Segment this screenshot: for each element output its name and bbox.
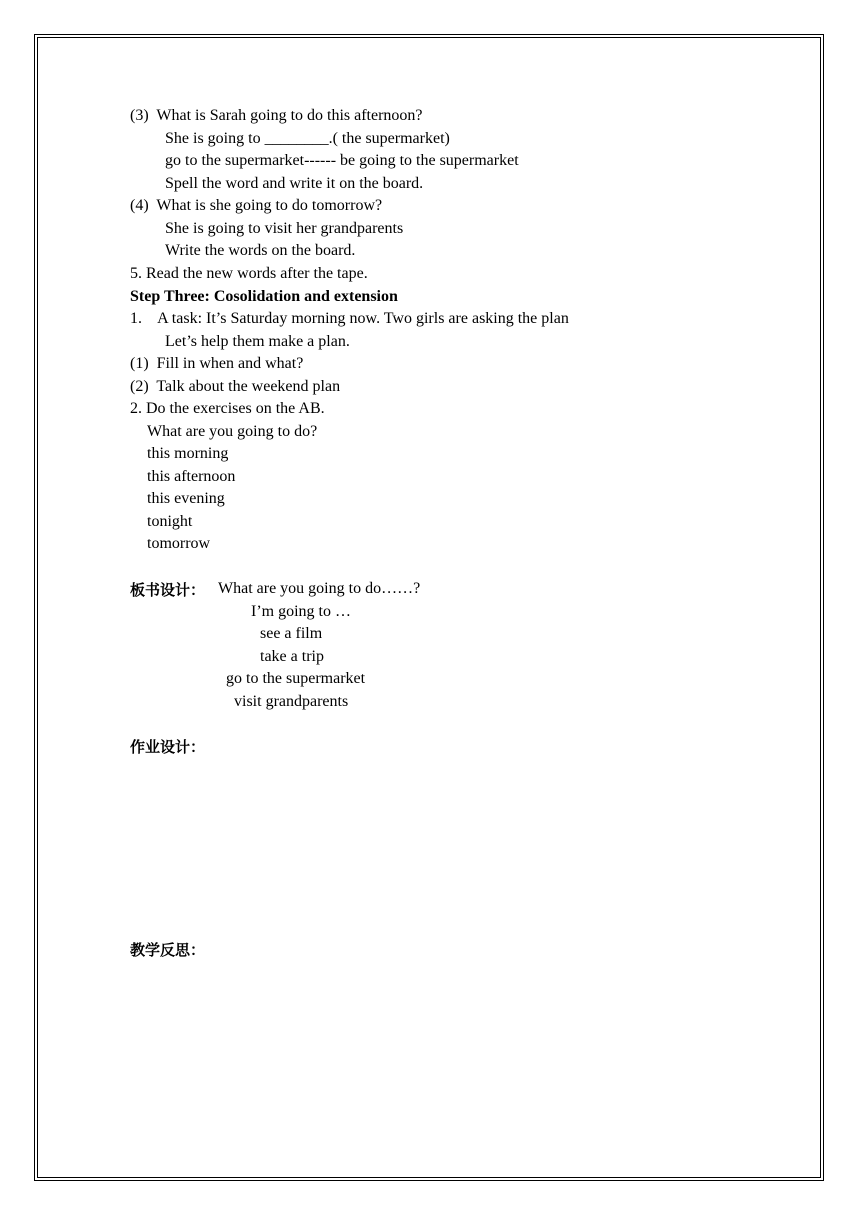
board-line: visit grandparents <box>234 693 349 710</box>
board-design-label: 板书设计： <box>130 581 206 599</box>
time-item: tomorrow <box>147 535 211 552</box>
reflection-label: 教学反思： <box>130 941 206 959</box>
board-line: see a film <box>260 625 323 642</box>
board-line: go to the supermarket <box>226 670 366 687</box>
task-1: 1. A task: It’s Saturday morning now. Two girls are asking the plan <box>130 310 569 327</box>
question-3-answer: She is going to ________.( the supermarket) <box>165 130 450 147</box>
time-item: this evening <box>147 490 225 507</box>
exercise-question: What are you going to do? <box>147 423 318 440</box>
time-item: this afternoon <box>147 468 236 485</box>
question-3: (3) What is Sarah going to do this afternoon? <box>130 107 423 124</box>
step-three-heading: Step Three: Cosolidation and extension <box>130 288 398 305</box>
question-3-instruction: Spell the word and write it on the board. <box>165 175 424 192</box>
task-1-sub: Let’s help them make a plan. <box>165 333 350 350</box>
board-line: I’m going to … <box>251 603 351 620</box>
question-4-instruction: Write the words on the board. <box>165 242 356 259</box>
question-3-phrase: go to the supermarket------ be going to the supermarket <box>165 152 519 169</box>
item-5: 5. Read the new words after the tape. <box>130 265 368 282</box>
time-item: tonight <box>147 513 193 530</box>
sub-item-2: (2) Talk about the weekend plan <box>130 378 341 395</box>
task-2: 2. Do the exercises on the AB. <box>130 400 325 417</box>
board-design-question: What are you going to do……? <box>218 580 421 597</box>
time-item: this morning <box>147 445 229 462</box>
board-line: take a trip <box>260 648 324 665</box>
question-4-answer: She is going to visit her grandparents <box>165 220 404 237</box>
homework-label: 作业设计： <box>130 738 206 756</box>
sub-item-1: (1) Fill in when and what? <box>130 355 304 372</box>
question-4: (4) What is she going to do tomorrow? <box>130 197 383 214</box>
